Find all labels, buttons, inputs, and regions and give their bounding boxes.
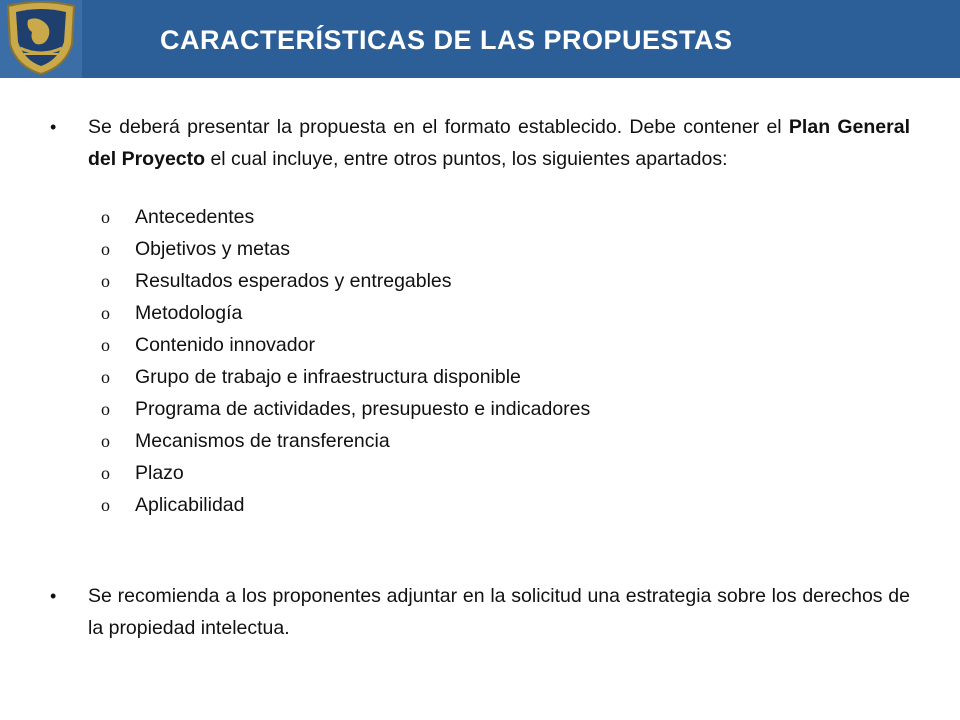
sub-bullet-marker: o xyxy=(101,367,110,387)
list-item-label: Aplicabilidad xyxy=(135,494,245,516)
sub-bullet-marker: o xyxy=(101,207,110,227)
list-item xyxy=(50,393,910,425)
list-item-label: Plazo xyxy=(135,462,184,484)
list-item-label: Antecedentes xyxy=(135,206,255,228)
list-item xyxy=(50,361,910,393)
sub-bullet-marker: o xyxy=(101,399,110,419)
slide-body xyxy=(50,112,910,644)
bullet-text-before: Se deberá presentar la propuesta en el formato establecido. Debe contener el xyxy=(88,116,789,138)
list-item-label: Programa de actividades, presupuesto e indicadores xyxy=(135,398,591,420)
sub-bullet-marker: o xyxy=(101,495,110,515)
sub-bullet-marker: o xyxy=(101,463,110,483)
bullet-item-2 xyxy=(50,581,910,644)
list-item xyxy=(50,425,910,457)
sub-bullet-marker: o xyxy=(101,303,110,323)
bullet-item-1 xyxy=(50,112,910,175)
bullet-marker: • xyxy=(50,117,57,137)
list-item xyxy=(50,265,910,297)
list-item xyxy=(50,457,910,489)
sub-bullet-marker: o xyxy=(101,271,110,291)
list-item xyxy=(50,297,910,329)
list-item xyxy=(50,329,910,361)
list-item xyxy=(50,201,910,233)
list-item-label: Mecanismos de transferencia xyxy=(135,430,390,452)
page-title: CARACTERÍSTICAS DE LAS PROPUESTAS xyxy=(160,25,733,55)
list-item-label: Resultados esperados y entregables xyxy=(135,270,452,292)
bullet-text-after: el cual incluye, entre otros puntos, los siguientes apartados: xyxy=(205,147,728,170)
list-item-label: Grupo de trabajo e infraestructura disponible xyxy=(135,366,521,388)
bullet-marker: • xyxy=(50,586,57,606)
bullet-text: Se recomienda a los proponentes adjuntar en la solicitud una estrategia sobre los derechos de la propiedad intelectua. xyxy=(88,585,910,639)
bullet-bold-text: Plan General del Proyecto xyxy=(88,116,910,170)
title-banner xyxy=(0,0,960,78)
unam-shield-logo-icon xyxy=(0,0,82,78)
list-item xyxy=(50,233,910,265)
sub-bullet-marker: o xyxy=(101,335,110,355)
list-item xyxy=(50,489,910,521)
list-item-label: Objetivos y metas xyxy=(135,238,290,260)
list-item-label: Contenido innovador xyxy=(135,334,315,356)
sub-bullet-marker: o xyxy=(101,239,110,259)
sub-bullet-marker: o xyxy=(101,431,110,451)
sub-list xyxy=(50,201,910,521)
list-item-label: Metodología xyxy=(135,302,243,324)
